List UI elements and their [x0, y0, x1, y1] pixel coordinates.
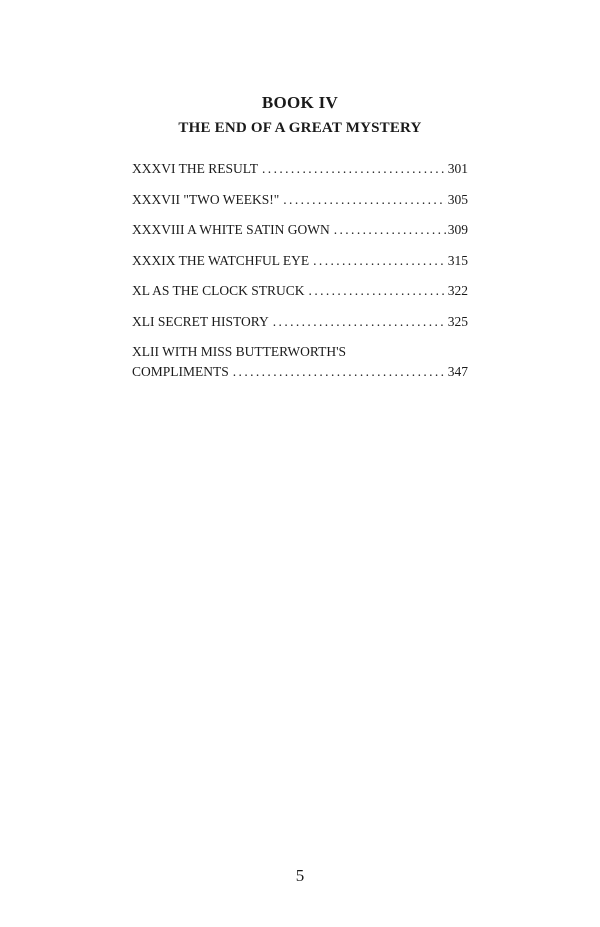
dot-leader: [283, 191, 445, 209]
toc-entry-label: [132, 282, 305, 300]
toc-chapter-title: AS THE CLOCK STRUCK: [152, 283, 305, 298]
toc-entry-label: [132, 221, 330, 239]
toc-page-number: 325: [447, 313, 468, 329]
table-of-contents: [132, 160, 468, 394]
toc-chapter-title: A WHITE SATIN GOWN: [187, 222, 330, 237]
toc-chapter-title: THE WATCHFUL EYE: [178, 252, 310, 268]
toc-entry: [132, 282, 468, 300]
page-number: 5: [295, 866, 305, 885]
book-title: BOOK IV: [261, 93, 339, 112]
toc-entry: [132, 252, 468, 270]
toc-entry-label: [132, 252, 309, 270]
toc-entry: [132, 191, 468, 209]
toc-entry-label: [132, 160, 258, 178]
toc-page-number: 309: [447, 222, 468, 237]
book-subtitle: THE END OF A GREAT MYSTERY: [178, 120, 422, 136]
toc-chapter-number: XXXVIII: [132, 222, 185, 237]
toc-chapter-title-line1: WITH MISS BUTTERWORTH'S: [162, 344, 347, 359]
toc-entry: [132, 313, 468, 331]
toc-chapter-number: XXXVI: [132, 161, 176, 176]
toc-page-number: 315: [447, 252, 468, 268]
toc-chapter-number: XLI: [132, 313, 155, 329]
dot-leader: [233, 363, 446, 381]
toc-chapter-number: XXXIX: [132, 252, 176, 268]
toc-page-number: 347: [447, 364, 468, 379]
toc-entry: [132, 160, 468, 178]
toc-entry-label: [132, 191, 279, 209]
toc-chapter-title: "TWO WEEKS!": [183, 191, 280, 207]
toc-entry: [132, 343, 468, 381]
toc-chapter-title-line2: COMPLIMENTS: [132, 364, 229, 379]
dot-leader: [309, 282, 446, 300]
toc-chapter-number: XXXVII: [132, 191, 180, 207]
toc-page-number: 322: [447, 283, 468, 298]
dot-leader: [262, 160, 446, 178]
dot-leader: [334, 221, 446, 239]
toc-page-number: 301: [447, 161, 468, 176]
toc-chapter-title: SECRET HISTORY: [157, 313, 269, 329]
toc-page-number: 305: [447, 191, 468, 207]
toc-chapter-number: XL: [132, 283, 150, 298]
dot-leader: [313, 252, 446, 270]
dot-leader: [273, 313, 446, 331]
toc-chapter-title: THE RESULT: [178, 161, 259, 176]
toc-entry-label: [132, 313, 269, 331]
toc-chapter-number: XLII: [132, 344, 159, 359]
toc-entry: [132, 221, 468, 239]
